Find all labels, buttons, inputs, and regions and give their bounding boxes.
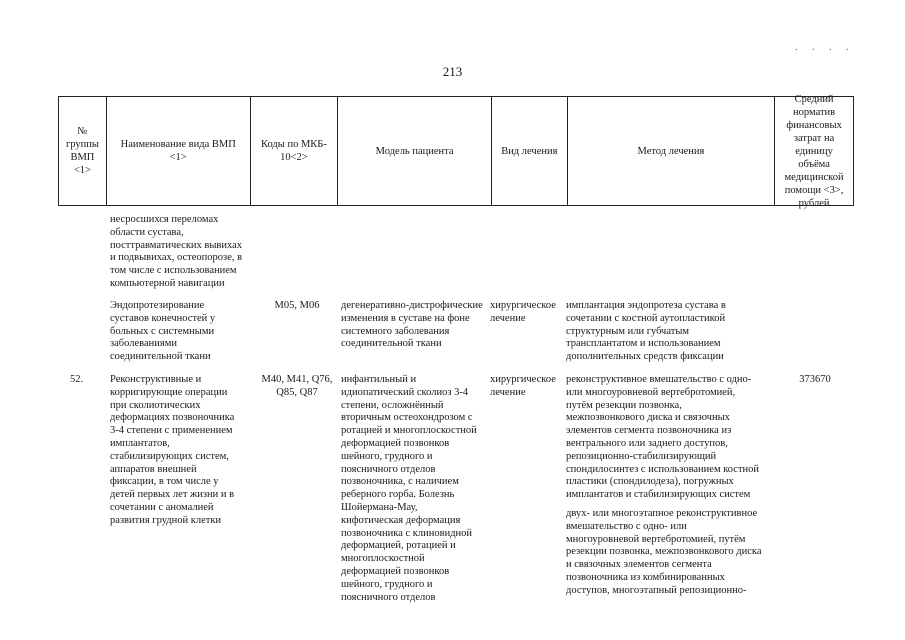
- header-treatment-type-text: Вид лечения: [501, 145, 558, 157]
- header-patient-model: [338, 97, 492, 205]
- header-treatment-method: [568, 97, 775, 205]
- header-vmp-name-text: Наименование вида ВМП <1>: [120, 139, 236, 163]
- row-52-cost: 373670: [799, 374, 831, 385]
- endoprosthetics-patient-model: дегенеративно-дистрофические изменения в суставе на фоне системного заболевания соединительной ткани: [341, 300, 483, 350]
- row-52-vmp-name: Реконструктивные и корригирующие операции при сколиотических деформациях позвоночника 3-4 степени с применением имплантатов, стабилизирующих систем, аппаратов внешней фиксации, в том числе у детей первых лет жизни и в сочетании с аномалией развития грудной клетки: [110, 374, 235, 526]
- table-header: [58, 93, 854, 209]
- row-52-number: 52.: [70, 374, 84, 385]
- header-treatment-type: [492, 97, 568, 205]
- page-number: 213: [442, 64, 463, 79]
- header-average-cost: [775, 93, 853, 209]
- row-52-method-1: реконструктивное вмешательство с одно- или многоуровневой вертебротомией, путём резекции позвонка, межпозвонкового диска и связочных элементов сегмента позвоночника из вентрального или заднего доступов, репозиционно-стабилизирующий спондилосинтез с использованием костной пластики (спондилодеза), погружных имплантатов и стабилизирующих систем: [566, 374, 760, 501]
- endoprosthetics-treatment-type: хирургическое лечение: [490, 300, 556, 324]
- row-52-codes: M40, M41, Q76, Q85, Q87: [261, 374, 333, 398]
- row-52-method-2: двух- или многоэтапное реконструктивное вмешательство с одно- или многоуровневой вертебротомией, путём резекции позвонка, межпозвонкового диска и связочных элементов сегмента позвоночника из комбинированных доступов, многоэтапный репозиционно-: [566, 508, 762, 596]
- header-treatment-method-text: Метод лечения: [637, 145, 705, 157]
- header-group-number-text: № группы ВМП <1>: [65, 126, 99, 176]
- header-average-cost-text: Средний норматив финансовых затрат на единицу объёма медицинской помощи <3>, рублей: [784, 93, 844, 209]
- header-mkb-codes-text: Коды по МКБ- 10<2>: [261, 139, 327, 163]
- header-mkb-codes: [251, 97, 339, 205]
- header-patient-model-text: Модель пациента: [375, 145, 454, 157]
- scan-marks: . . . .: [795, 42, 855, 53]
- endoprosthetics-method: имплантация эндопротеза сустава в сочетании с костной аутопластикой структурным или губчатым трансплантатом и использованием дополнительных средств фиксации: [566, 300, 726, 363]
- endoprosthetics-codes: M05, M06: [274, 300, 320, 311]
- row-52-treatment-type: хирургическое лечение: [490, 374, 556, 398]
- header-vmp-name: [107, 97, 251, 205]
- row-52-patient-model: инфантильный и идиопатический сколиоз 3-4 степени, осложнённый вторичным остеохондрозом с ротацией и многоплоскостной деформацией позвонков шейного, грудного и поясничного отделов позвоночника, с наличием реберного горба. Болезнь Шойермана-Мау, кифотическая деформация позвоночника с клиновидной деформацией, ротацией и многоплоскостной деформацией позвонков шейного, грудного и поясничного отделов: [341, 374, 477, 603]
- header-group-number: [59, 97, 107, 205]
- continuation-vmp-name: несросшихся переломах области сустава, посттравматических вывихах и подвывихах, остеопорозе, в том числе с использованием компьютерной навигации: [110, 214, 243, 289]
- endoprosthetics-vmp-name: Эндопротезирование суставов конечностей у больных с системными заболеваниями соединительной ткани: [110, 300, 216, 363]
